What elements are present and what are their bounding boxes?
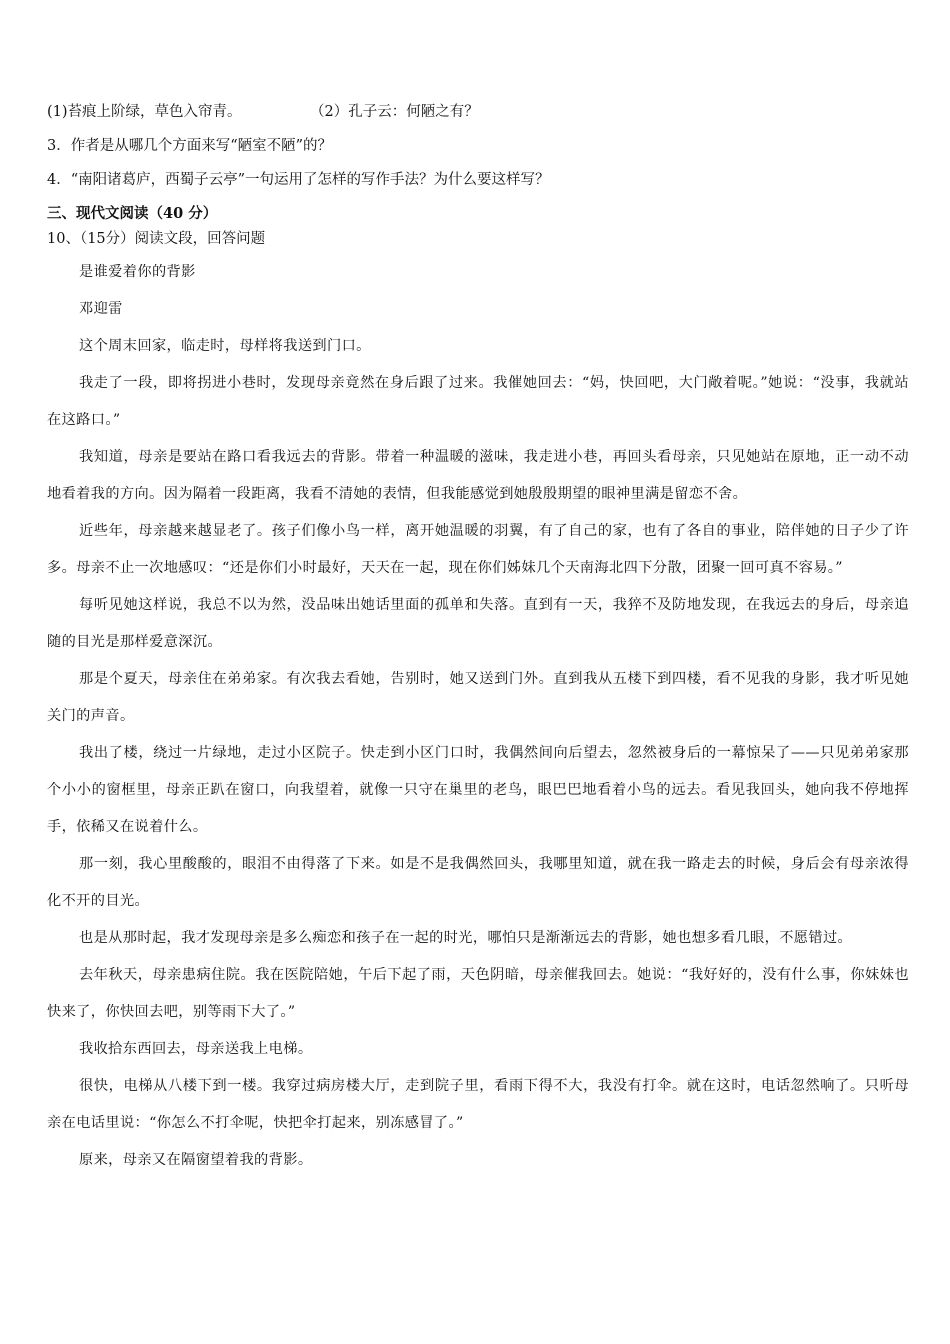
- article-paragraph: 原来，母亲又在隔窗望着我的背影。: [79, 1152, 313, 1168]
- article-paragraph: 我知道，母亲是要站在路口看我远去的背影。带着一种温暖的滋味，我走进小巷，再回头看母亲，只见她站在原地，正一动不动地看着我的方向。因为隔着一段距离，我看不清她的表情，但我能感觉到她殷殷期望的眼神里满是留恋不舍。: [47, 449, 909, 502]
- article-paragraph: 这个周末回家，临走时，母样将我送到门口。: [79, 338, 371, 354]
- question-1-part-2: （2）孔子云：何陋之有？: [310, 104, 479, 120]
- article-author: 邓迎雷: [79, 301, 123, 317]
- article-title: 是谁爱着你的背影: [79, 264, 196, 280]
- question-1-part-1: (1)苔痕上阶绿，草色入帘青。: [47, 104, 242, 120]
- article-paragraph: 也是从那时起，我才发现母亲是多么痴恋和孩子在一起的时光，哪怕只是渐渐远去的背影，她也想多看几眼，不愿错过。: [79, 930, 853, 946]
- article-paragraph: 每听见她这样说，我总不以为然，没品味出她话里面的孤单和失落。直到有一天，我猝不及防地发现，在我远去的身后，母亲追随的目光是那样爱意深沉。: [47, 597, 909, 650]
- question-10-prompt: 10、（15分）阅读文段，回答问题: [47, 231, 266, 247]
- reading-article: [47, 254, 909, 1179]
- question-4: 4．“南阳诸葛庐，西蜀子云亭”一句运用了怎样的写作手法？为什么要这样写？: [47, 172, 550, 188]
- article-paragraph: 我收拾东西回去，母亲送我上电梯。: [79, 1041, 313, 1057]
- article-paragraph: 我出了楼，绕过一片绿地，走过小区院子。快走到小区门口时，我偶然间向后望去，忽然被身后的一幕惊呆了——只见弟弟家那个小小的窗框里，母亲正趴在窗口，向我望着，就像一只守在巢里的老鸟，眼巴巴地看着小鸟的远去。看见我回头，她向我不停地挥手，依稀又在说着什么。: [47, 745, 909, 835]
- article-paragraph: 那是个夏天，母亲住在弟弟家。有次我去看她，告别时，她又送到门外。直到我从五楼下到四楼，看不见我的身影，我才听见她关门的声音。: [47, 671, 909, 724]
- question-3: 3．作者是从哪几个方面来写“陋室不陋”的？: [47, 138, 333, 154]
- section-three-heading: 三、现代文阅读（40 分）: [47, 205, 218, 222]
- article-paragraph: 我走了一段，即将拐进小巷时，发现母亲竟然在身后跟了过来。我催她回去：“妈，快回吧，大门敞着呢。”她说：“没事，我就站在这路口。”: [47, 375, 909, 428]
- article-paragraph: 去年秋天，母亲患病住院。我在医院陪她，午后下起了雨，天色阴暗，母亲催我回去。她说：“我好好的，没有什么事，你妹妹也快来了，你快回去吧，别等雨下大了。”: [47, 967, 909, 1020]
- article-paragraph: 很快，电梯从八楼下到一楼。我穿过病房楼大厅，走到院子里，看雨下得不大，我没有打伞。就在这时，电话忽然响了。只听母亲在电话里说：“你怎么不打伞呢，快把伞打起来，别冻感冒了。”: [47, 1078, 909, 1131]
- article-paragraph: 那一刻，我心里酸酸的，眼泪不由得落了下来。如是不是我偶然回头，我哪里知道，就在我一路走去的时候，身后会有母亲浓得化不开的目光。: [47, 856, 909, 909]
- article-paragraph: 近些年，母亲越来越显老了。孩子们像小鸟一样，离开她温暖的羽翼，有了自己的家，也有了各自的事业，陪伴她的日子少了许多。母亲不止一次地感叹：“还是你们小时最好，天天在一起，现在你们姊妹几个天南海北四下分散，团聚一回可真不容易。”: [47, 523, 909, 576]
